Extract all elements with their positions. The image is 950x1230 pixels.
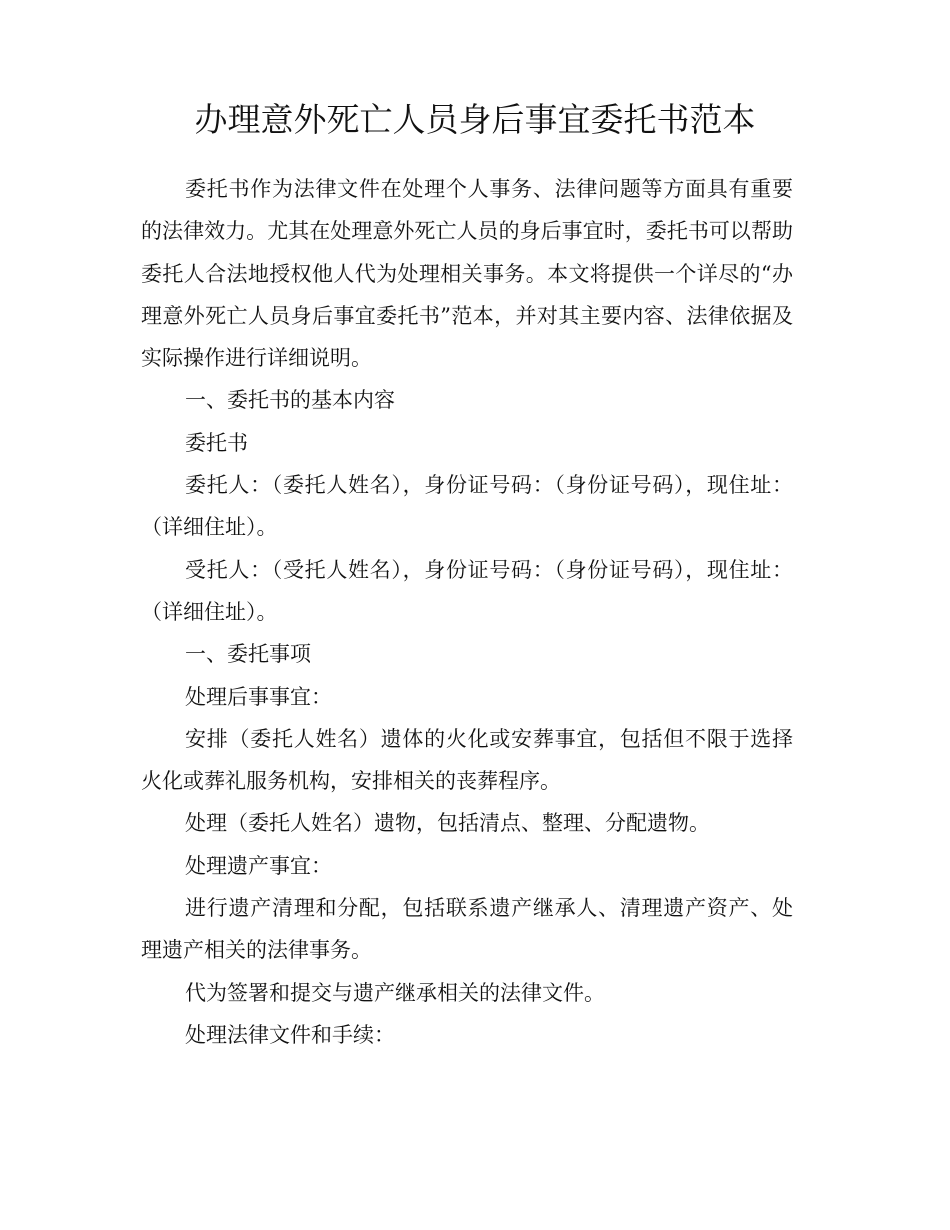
- paragraph-cremation-burial: 安排（委托人姓名）遗体的火化或安葬事宜，包括但不限于选择火化或葬礼服务机构，安排相关的丧葬程序。: [141, 726, 793, 794]
- paragraph-principal: 委托人：（委托人姓名），身份证号码：（身份证号码），现住址：（详细住址）。: [141, 473, 793, 540]
- paragraph-intro: 委托书作为法律文件在处理个人事务、法律问题等方面具有重要的法律效力。尤其在处理意外死亡人员的身后事宜时，委托书可以帮助委托人合法地授权他人代为处理相关事务。本文将提供一个详尽的“办理意外死亡人员身后事宜委托书”范本，并对其主要内容、法律依据及实际操作进行详细说明。: [141, 177, 793, 371]
- subheading-funeral-matters: 处理后事事宜：: [185, 684, 332, 709]
- subheading-estate-matters: 处理遗产事宜：: [185, 853, 332, 878]
- subheading-power-of-attorney: 委托书: [185, 430, 248, 455]
- paragraph-agent: 受托人：（受托人姓名），身份证号码：（身份证号码），现住址：（详细住址）。: [141, 557, 793, 624]
- paragraph-estate-distribution: 进行遗产清理和分配，包括联系遗产继承人、清理遗产资产、处理遗产相关的法律事务。: [141, 896, 793, 963]
- paragraph-sign-documents: 代为签署和提交与遗产继承相关的法律文件。: [185, 980, 605, 1005]
- section-heading-basic-content: 一、委托书的基本内容: [185, 388, 395, 413]
- document-body: [141, 168, 793, 1056]
- subheading-legal-documents: 处理法律文件和手续：: [185, 1022, 395, 1047]
- paragraph-belongings: 处理（委托人姓名）遗物，包括清点、整理、分配遗物。: [185, 811, 710, 836]
- document-title: 办理意外死亡人员身后事宜委托书范本: [194, 100, 756, 139]
- section-heading-entrusted-matters: 一、委托事项: [185, 642, 311, 667]
